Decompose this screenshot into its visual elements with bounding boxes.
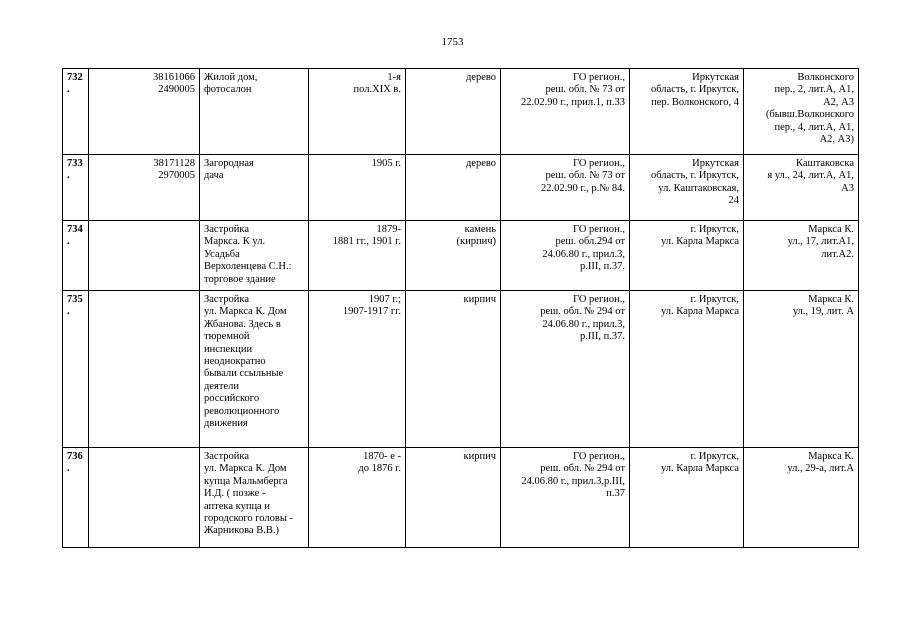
object-address: Каштаковска я ул., 24, лит.А, А1, А3 (744, 155, 859, 221)
object-name: Застройка ул. Маркса К. Дом купца Мальмберга И.Д. ( позже - аптека купца и городского головы - Жарникова В.В.) (200, 448, 309, 548)
row-number: 734. (63, 221, 89, 291)
table-row (63, 448, 859, 548)
object-material: кирпич (406, 448, 501, 548)
object-date: 1879- 1881 гг., 1901 г. (309, 221, 406, 291)
registry-code: 38171128 2970005 (89, 155, 200, 221)
registry-code (89, 448, 200, 548)
legal-document: ГО регион., реш. обл. № 294 от 24.06.80 г., прил.3, р.III, п.37. (501, 291, 630, 448)
heritage-registry-table (62, 68, 859, 548)
object-location: г. Иркутск, ул. Карла Маркса (630, 291, 744, 448)
row-number: 735. (63, 291, 89, 448)
object-address: Маркса К. ул., 19, лит. А (744, 291, 859, 448)
object-name: Загородная дача (200, 155, 309, 221)
object-material: кирпич (406, 291, 501, 448)
row-number: 736. (63, 448, 89, 548)
registry-code (89, 221, 200, 291)
table-row (63, 291, 859, 448)
object-address: Маркса К. ул., 17, лит.А1, лит.А2. (744, 221, 859, 291)
object-date: 1-я пол.XIX в. (309, 69, 406, 155)
legal-document: ГО регион., реш. обл. № 73 от 22.02.90 г., р.№ 84. (501, 155, 630, 221)
object-material: дерево (406, 155, 501, 221)
object-location: Иркутская область, г. Иркутск, ул. Каштаковская, 24 (630, 155, 744, 221)
table-row (63, 69, 859, 155)
object-location: г. Иркутск, ул. Карла Маркса (630, 221, 744, 291)
table-row (63, 221, 859, 291)
object-name: Жилой дом, фотосалон (200, 69, 309, 155)
object-name: Застройка Маркса. К ул. Усадьба Верхоленцева С.Н.: торговое здание (200, 221, 309, 291)
object-address: Маркса К. ул., 29-а, лит.А (744, 448, 859, 548)
object-location: г. Иркутск, ул. Карла Маркса (630, 448, 744, 548)
legal-document: ГО регион., реш. обл.294 от 24.06.80 г., прил.3, р.III, п.37. (501, 221, 630, 291)
page-number: 1753 (441, 36, 464, 48)
object-date: 1907 г.; 1907-1917 гг. (309, 291, 406, 448)
row-number: 732. (63, 69, 89, 155)
object-date: 1870- е - до 1876 г. (309, 448, 406, 548)
object-date: 1905 г. (309, 155, 406, 221)
table-row (63, 155, 859, 221)
legal-document: ГО регион., реш. обл. № 73 от 22.02.90 г., прил.1, п.33 (501, 69, 630, 155)
registry-code (89, 291, 200, 448)
object-location: Иркутская область, г. Иркутск, пер. Волконского, 4 (630, 69, 744, 155)
legal-document: ГО регион., реш. обл. № 294 от 24.06.80 г., прил.3,р.III, п.37 (501, 448, 630, 548)
registry-code: 38161066 2490005 (89, 69, 200, 155)
row-number: 733. (63, 155, 89, 221)
object-address: Волконского пер., 2, лит.А, А1, А2, А3 (бывш.Волконского пер., 4, лит.А, А1, А2, А3) (744, 69, 859, 155)
object-material: дерево (406, 69, 501, 155)
object-material: камень (кирпич) (406, 221, 501, 291)
object-name: Застройка ул. Маркса К. Дом Жбанова. Здесь в тюремной инспекции неоднократно бывали ссыльные деятели российского революционного движения (200, 291, 309, 448)
